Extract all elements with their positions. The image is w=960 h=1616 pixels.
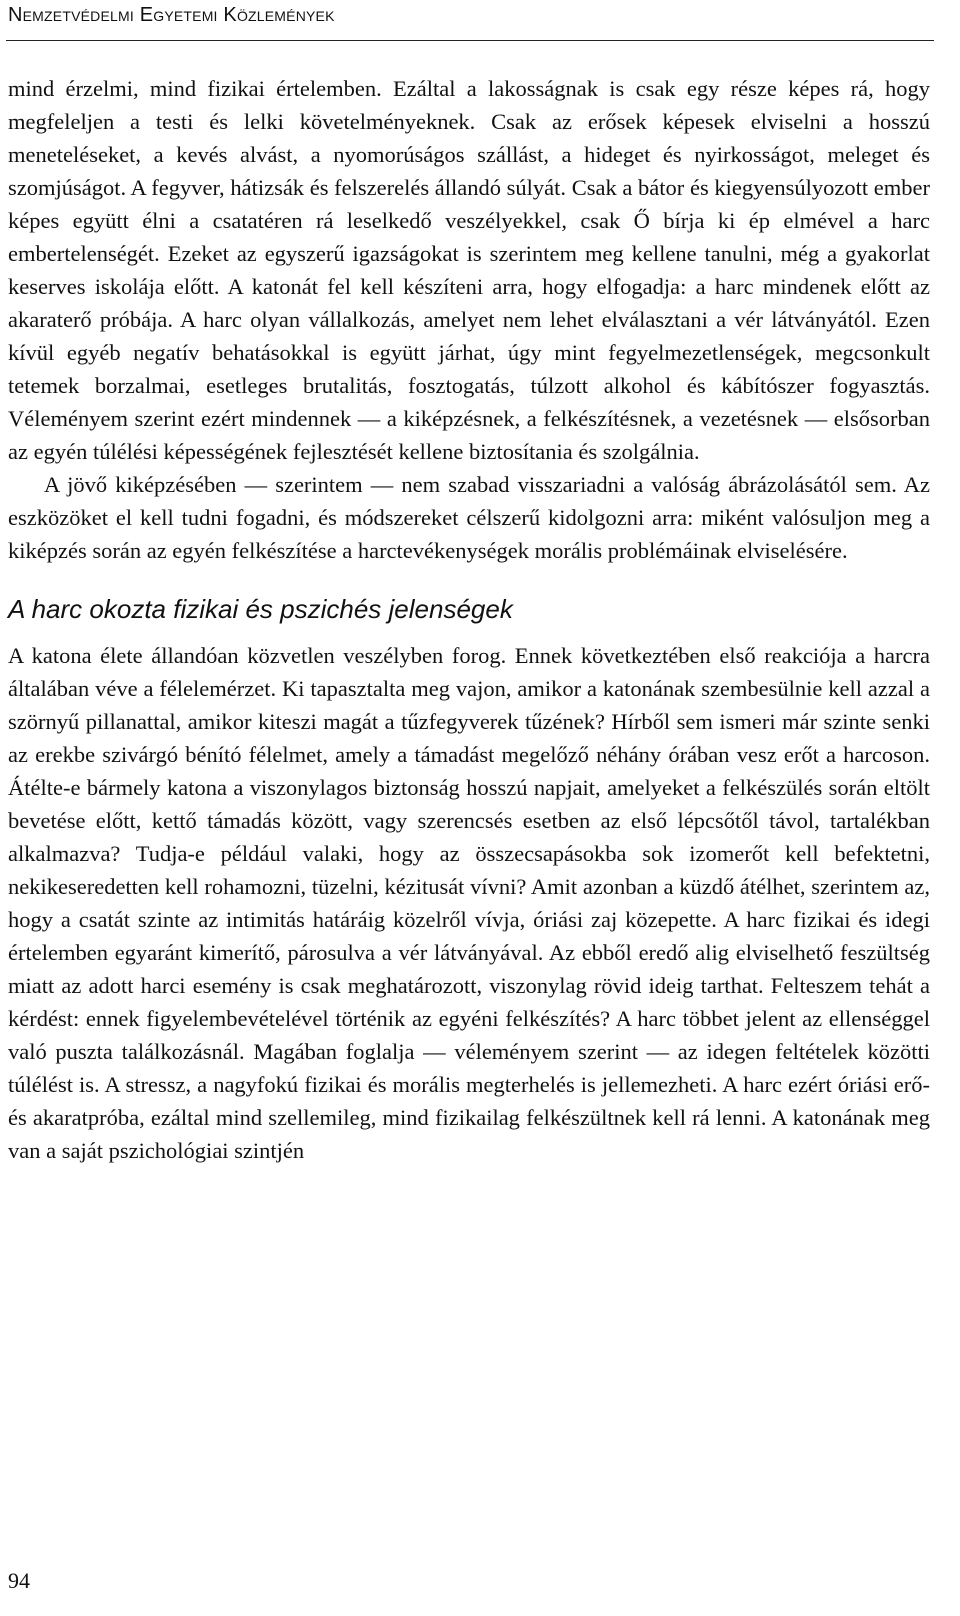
section-heading: A harc okozta fizikai és pszichés jelenségek — [8, 594, 513, 624]
running-header-journal-title: Nemzetvédelmi Egyetemi Közlemények — [8, 4, 335, 26]
body-paragraph-1: mind érzelmi, mind fizikai értelemben. Ezáltal a lakosságnak is csak egy része képes rá, hogy megfeleljen a testi és lelki követelményeknek. Csak az erősek képesek elviselni a hosszú meneteléseket, a kevés alvást, a nyomorúságos szállást, a hideget és nyirkosságot, meleget és szomjúságot. A fegyver, hátizsák és felszerelés állandó súlyát. Csak a bátor és kiegyensúlyozott ember képes együtt élni a csatatéren rá leselkedő veszélyekkel, csak Ő bírja ki ép elmével a harc embertelenségét. Ezeket az egyszerű igazságokat is szerintem meg kellene tanulni, még a gyakorlat keserves iskolája előtt. A katonát fel kell készíteni arra, hogy elfogadja: a harc mindenek előtt az akaraterő próbája. A harc olyan vállalkozás, amelyet nem lehet elválasztani a vér látványától. Ezen kívül egyéb negatív behatásokkal is együtt járhat, úgy mint fegyelmezetlenségek, megcsonkult tetemek borzalmai, esetleges brutalitás, fosztogatás, túlzott alkohol és kábítószer fogyasztás. Véleményem szerint ezért mindennek — a kiképzésnek, a felkészítésnek, a vezetésnek — elsősorban az egyén túlélési képességének fejlesztését kellene biztosítania és szolgálnia. — [8, 76, 930, 464]
header-divider — [6, 40, 934, 41]
body-paragraph-3: A katona élete állandóan közvetlen veszélyben forog. Ennek következtében első reakciója a harcra általában véve a félelemérzet. Ki tapasztalta meg vajon, amikor a katonának szembesülnie kell azzal a szörnyű pillanattal, amikor kiteszi magát a tűzfegyverek tűzének? Hírből sem ismeri már szinte senki az erekbe szivárgó bénító félelmet, amely a támadást megelőző néhány órában vesz erőt a harcoson. Átélte-e bármely katona a viszonylagos biztonság hosszú napjait, amelyeket a felkészülés során eltölt bevetése előtt, kettő támadás között, vagy szerencsés esetben az első lépcsőtől távol, tartalékban alkalmazva? Tudja-e például valaki, hogy az összecsapásokba sok izomerőt kell befektetni, nekikeseredetten kell rohamozni, tüzelni, kézitusát vívni? Amit azonban a küzdő átélhet, szerintem az, hogy a csatát szinte az intimitás határáig közelről vívja, óriási zaj közepette. A harc fizikai és idegi értelemben egyaránt kimerítő, párosulva a vér látványával. Az ebből eredő alig elviselhető feszültség miatt az adott harci esemény is csak meghatározott, viszonylag rövid ideig tarthat. Felteszem tehát a kérdést: ennek figyelembevételével történik az egyéni felkészítés? A harc többet jelent az ellenséggel való puszta találkozásnál. Magában foglalja — véleményem szerint — az idegen feltételek közötti túlélést is. A stressz, a nagyfokú fizikai és morális megterhelés is jellemezheti. A harc ezért óriási erő- és akaratpróba, ezáltal mind szellemileg, mind fizikailag felkészültnek kell rá lenni. A katonának meg van a saját pszichológiai szintjén — [8, 643, 930, 1163]
page-number: 94 — [8, 1568, 30, 1593]
page-body — [8, 72, 930, 1167]
body-paragraph-2: A jövő kiképzésében — szerintem — nem szabad visszariadni a valóság ábrázolásától sem. Az eszközöket el kell tudni fogadni, és módszereket célszerű kidolgozni arra: miként valósuljon meg a kiképzés során az egyén felkészítése a harctevékenységek morális problémáinak elviselésére. — [8, 472, 930, 563]
